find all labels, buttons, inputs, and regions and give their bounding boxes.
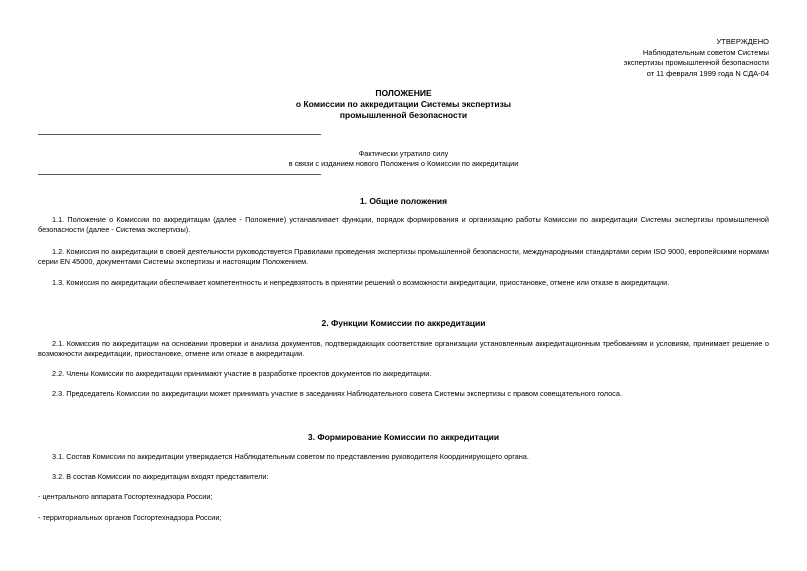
approval-line: от 11 февраля 1999 года N СДА-04 [646,68,769,78]
section-heading: 2. Функции Комиссии по аккредитации [321,318,486,328]
divider [38,134,321,135]
title-line: промышленной безопасности [339,110,468,120]
status-note [0,149,807,169]
paragraph: 2.2. Члены Комиссии по аккредитации принимают участие в разработке проектов документов по аккредитации. [52,369,432,378]
paragraph: 2.1. Комиссия по аккредитации на основании проверки и анализа документов, подтверждающих соответствие организации установленным аккредитационным требованиям и условиям, принимает решение о возможности аккредитации, приостановке, отмене или отказе в аккредитации. [38,339,769,359]
document-title [0,88,807,121]
paragraph: 1.3. Комиссия по аккредитации обеспечивает компетентность и непредвзятость в принятии решений о возможности аккредитации, приостановке, отмене или отказе в аккредитации. [52,278,670,287]
approval-line: УТВЕРЖДЕНО [716,37,769,46]
title-line: ПОЛОЖЕНИЕ [375,88,432,98]
paragraph: 3.1. Состав Комиссии по аккредитации утверждается Наблюдательным советом по представлению руководителя Координирующего органа. [52,452,529,461]
section-heading: 3. Формирование Комиссии по аккредитации [307,432,500,442]
paragraph: - территориальных органов Госгортехнадзора России; [38,513,222,522]
paragraph: 1.2. Комиссия по аккредитации в своей деятельности руководствуется Правилами проведения экспертизы промышленной безопасности, международными стандартами серии ISO 9000, европейскими нормами серии EN 45000, документами Системы экспертизы и настоящим Положением. [38,247,769,267]
approval-line: Наблюдательным советом Системы [642,47,769,57]
status-note-line: в связи с изданием нового Положения о Комиссии по аккредитации [288,159,519,169]
paragraph: - центрального аппарата Госгортехнадзора России; [38,492,213,501]
paragraph: 1.1. Положение о Комиссии по аккредитации (далее - Положение) устанавливает функции, порядок формирования и организацию работы Комиссии по аккредитации Системы экспертизы промышленной безопасности (далее - Система экспертизы). [38,215,769,235]
approval-line: экспертизы промышленной безопасности [623,58,769,68]
paragraph: 2.3. Председатель Комиссии по аккредитации может принимать участие в заседаниях Наблюдательного совета Системы экспертизы с правом совещательного голоса. [52,389,622,398]
divider [38,174,321,175]
title-line: о Комиссии по аккредитации Системы экспертизы [295,99,512,109]
approval-stamp [624,37,769,79]
status-note-line: Фактически утратило силу [358,149,449,158]
section-heading: 1. Общие положения [359,196,448,206]
paragraph: 3.2. В состав Комиссии по аккредитации входят представители: [52,472,269,481]
